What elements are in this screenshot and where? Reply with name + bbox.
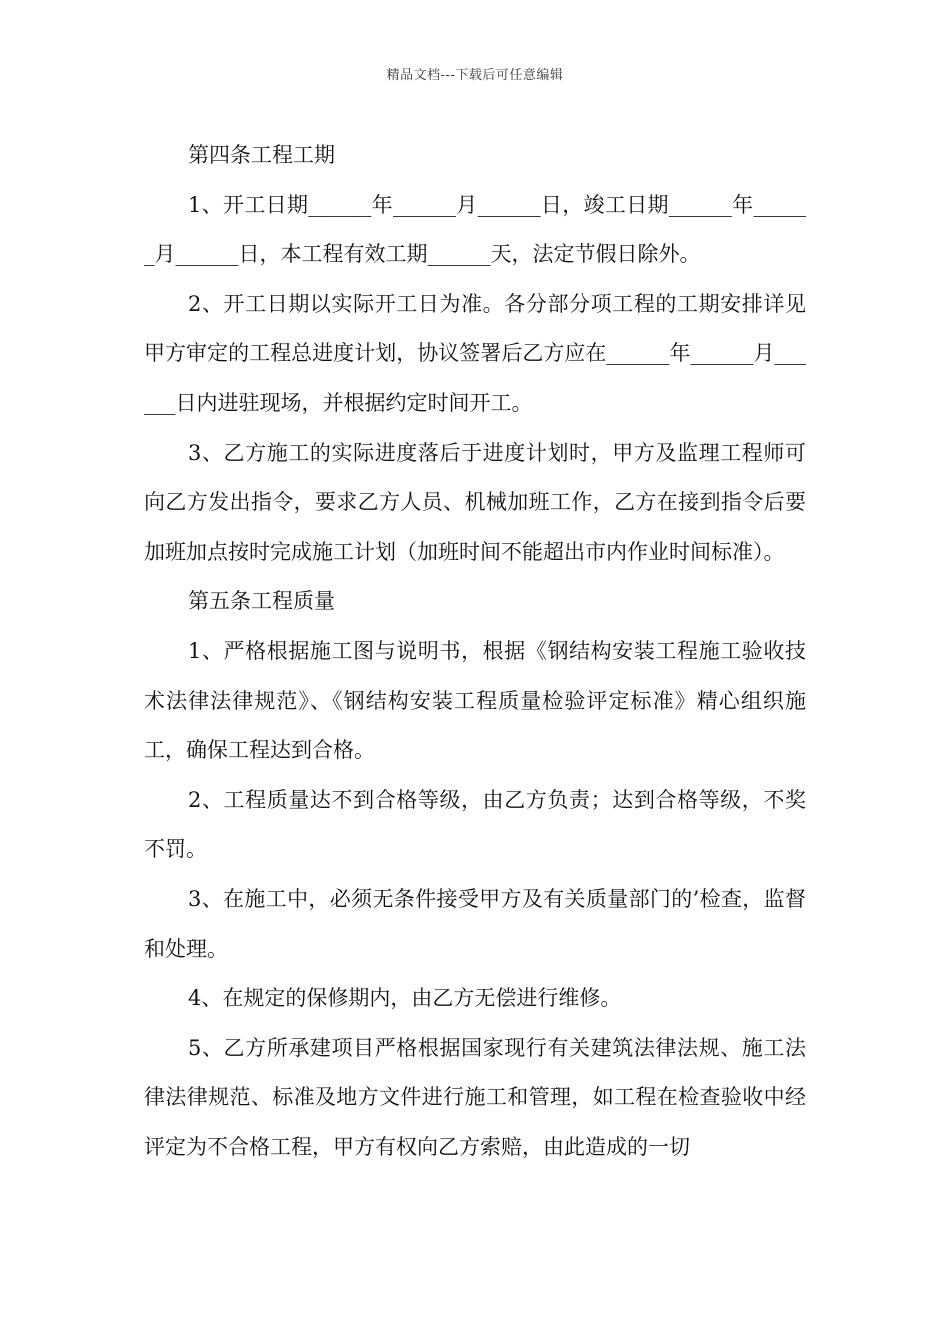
clause-warranty: 4、在规定的保修期内，由乙方无偿进行维修。 (188, 986, 622, 1011)
article-heading-quality: 第五条工程质量 (188, 589, 335, 614)
clause-quality-standards: 1、严格根据施工图与说明书，根据《钢结构安装工程施工验收技术法律法律规范》、《钢结构安装工程质量检验评定标准》精心组织施工，确保工程达到合格。 (144, 638, 806, 763)
clause-regulations-compliance: 5、乙方所承建项目严格根据国家现行有关建筑法律法规、施工法律法律规范、标准及地方文件进行施工和管理，如工程在检查验收中经评定为不合格工程，甲方有权向乙方索赔，由此造成的一切 (144, 1035, 806, 1159)
clause-schedule-delay: 3、乙方施工的实际进度落后于进度计划时，甲方及监理工程师可向乙方发出指令，要求乙方人员、机械加班工作，乙方在接到指令后要加班加点按时完成施工计划（加班时间不能超出市内作业时间标准）。 (144, 440, 806, 564)
document-body (144, 131, 806, 1172)
article-heading-schedule: 第四条工程工期 (188, 143, 335, 167)
page-header: 精品文档---下载后可任意编辑 (386, 68, 564, 83)
clause-start-completion-dates: 1、开工日期______年______月______日，竣工日期______年______月______日，本工程有效工期______天，法定节假日除外。 (144, 192, 806, 267)
clause-inspection: 3、在施工中，必须无条件接受甲方及有关质量部门的’检查，监督和处理。 (144, 886, 806, 961)
clause-quality-responsibility: 2、工程质量达不到合格等级，由乙方负责；达到合格等级，不奖不罚。 (144, 787, 806, 862)
clause-actual-start-date: 2、开工日期以实际开工日为准。各分部分项工程的工期安排详见甲方审定的工程总进度计划，协议签署后乙方应在______年______月______日内进驻现场，并根据约定时间开工。 (144, 291, 806, 415)
